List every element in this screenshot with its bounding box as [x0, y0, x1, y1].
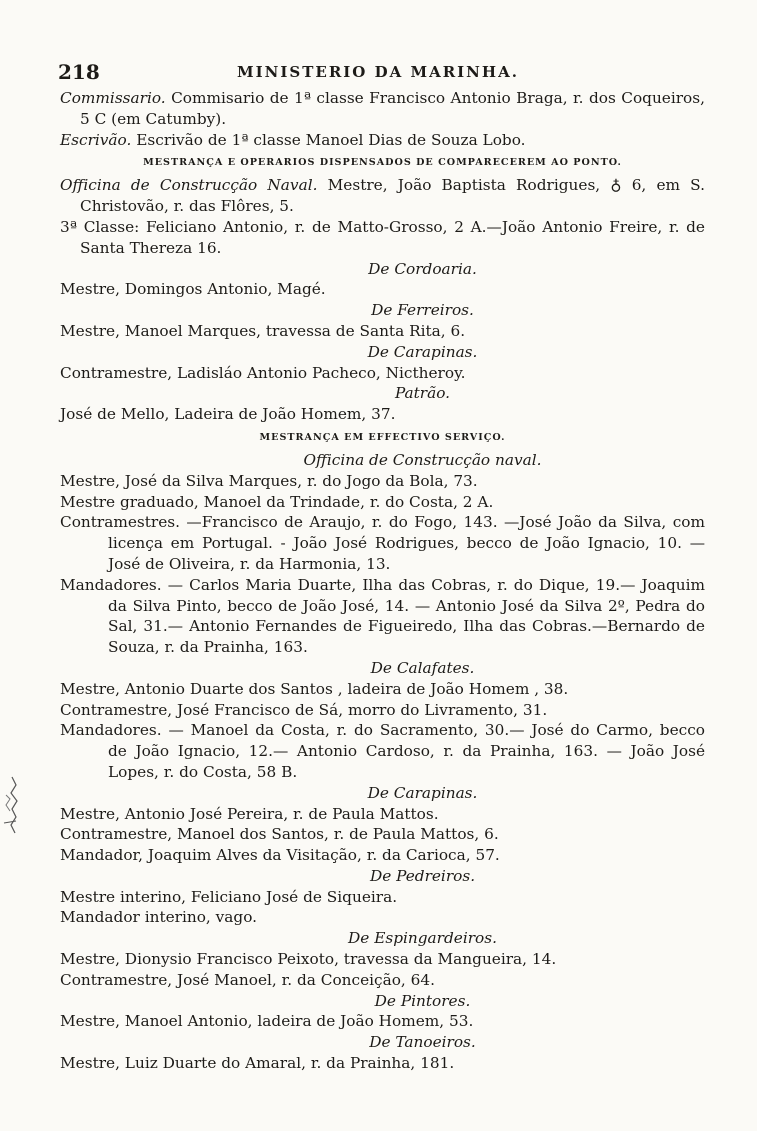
- entry-line: Mandador interino, vago.: [60, 908, 258, 927]
- officina-entry: [60, 175, 705, 217]
- entry-line: Mestre interino, Feliciano José de Siqueira.: [60, 887, 398, 906]
- entry-label: Escrivão.: [60, 130, 132, 149]
- classe-entry: 3ª Classe: Feliciano Antonio, r. de Matto-Grosso, 2 A.—João Antonio Freire, r. de Santa Thereza 16.: [60, 217, 705, 257]
- emblem-icon: ♁: [610, 176, 622, 195]
- entry-line: Mestre, Domingos Antonio, Magé.: [60, 280, 326, 299]
- entry-label: Commissario.: [60, 89, 166, 107]
- document-body: [60, 88, 705, 1074]
- entry-line: Mestre, Dionysio Francisco Peixoto, travessa da Mangueira, 14.: [60, 950, 557, 969]
- entry-line: José de Mello, Ladeira de João Homem, 37.: [60, 405, 396, 424]
- subsection-title: De Carapinas.: [367, 342, 478, 361]
- subsection-title: De Pintores.: [374, 991, 471, 1010]
- entry-text: 6, em S. Christovão, r. das Flôres, 5.: [80, 176, 705, 216]
- mandadores-entry: Mandadores. — Carlos Maria Duarte, Ilha das Cobras, r. do Dique, 19.— Joaquim da Silva Pinto, becco de João José, 14. — Antonio José da Silva 2º, Pedra do Sal, 31.— Antonio Fernandes de Figueiredo, Ilha das Cobras.—Bernardo de Souza, r. da Prainha, 163.: [60, 575, 705, 657]
- commissario-entry: [60, 88, 705, 130]
- subsection-title: Patrão.: [394, 384, 451, 403]
- subsection-title: Officina de Construcção naval.: [303, 450, 542, 469]
- entry-line: Mestre, Antonio Duarte dos Santos , ladeira de João Homem , 38.: [60, 679, 569, 698]
- entry-label: Officina de Construcção Naval.: [60, 176, 318, 195]
- entry-line: Contramestre, Ladisláo Antonio Pacheco, Nictheroy.: [60, 363, 466, 382]
- subsection-title: De Ferreiros.: [371, 301, 474, 320]
- entry-line: Mestre, José da Silva Marques, r. do Jogo da Bola, 73.: [60, 471, 478, 490]
- subsection-title: De Pedreiros.: [369, 866, 476, 885]
- mandadores-entry: Mandadores. — Manoel da Costa, r. do Sacramento, 30.— José do Carmo, becco de João Ignacio, 12.— Antonio Cardoso, r. da Prainha, 163. — João José Lopes, r. do Costa, 58 B.: [60, 721, 705, 781]
- page-header: [58, 60, 698, 84]
- entry-line: Mandador, Joaquim Alves da Visitação, r. da Carioca, 57.: [60, 846, 500, 865]
- entry-text: Commisario de 1ª classe Francisco Antonio Braga, r. dos Coqueiros, 5 C (em Catumby).: [80, 89, 705, 128]
- entry-line: Mestre, Manoel Antonio, ladeira de João Homem, 53.: [60, 1012, 474, 1031]
- contramestres-entry: Contramestres. —Francisco de Araujo, r. do Fogo, 143. —José João da Silva, com licença em Portugal. - João José Rodrigues, becco de João Ignacio, 10. — José de Oliveira, r. da Harmonia, 13.: [60, 513, 705, 573]
- entry-text: Mestre, João Baptista Rodrigues,: [327, 176, 601, 195]
- entry-line: Mestre graduado, Manoel da Trindade, r. do Costa, 2 A.: [60, 492, 494, 511]
- subsection-title: De Tanoeiros.: [369, 1033, 476, 1052]
- subsection-title: De Calafates.: [370, 658, 475, 677]
- section-heading: MESTRANÇA E OPERARIOS DISPENSADOS DE COMPARECEREM AO PONTO.: [143, 157, 622, 169]
- subsection-title: De Espingardeiros.: [348, 929, 497, 948]
- entry-line: Mestre, Manoel Marques, travessa de Santa Rita, 6.: [60, 321, 466, 340]
- entry-line: Mestre, Antonio José Pereira, r. de Paula Mattos.: [60, 804, 439, 823]
- entry-text: Escrivão de 1ª classe Manoel Dias de Souza Lobo.: [136, 130, 526, 149]
- page-number: 218: [58, 60, 100, 84]
- running-title: MINISTERIO DA MARINHA.: [237, 63, 519, 81]
- section-heading: MESTRANÇA EM EFFECTIVO SERVIÇO.: [259, 431, 506, 443]
- margin-stamp-mark: [2, 775, 24, 835]
- entry-line: Contramestre, José Manoel, r. da Conceição, 64.: [60, 970, 435, 989]
- subsection-title: De Cordoaria.: [368, 259, 477, 278]
- escrivao-entry: [60, 130, 705, 151]
- entry-line: Contramestre, José Francisco de Sá, morro do Livramento, 31.: [60, 700, 548, 719]
- subsection-title: De Carapinas.: [367, 783, 478, 802]
- entry-line: Contramestre, Manoel dos Santos, r. de Paula Mattos, 6.: [60, 825, 499, 844]
- entry-line: Mestre, Luiz Duarte do Amaral, r. da Prainha, 181.: [60, 1054, 455, 1073]
